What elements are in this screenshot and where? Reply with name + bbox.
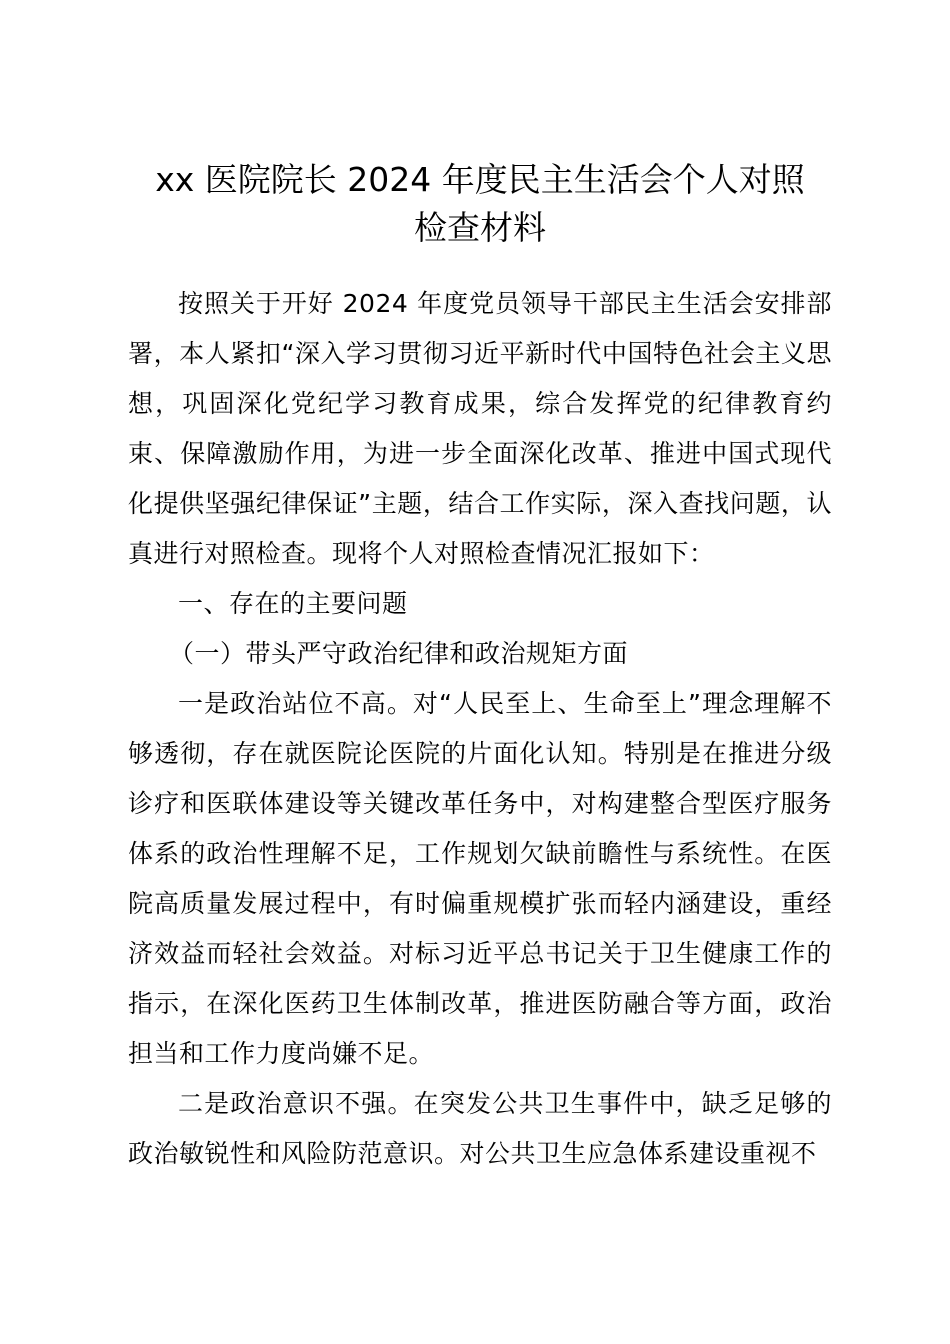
document-body xyxy=(128,279,832,1179)
section-heading-problems: 一、存在的主要问题 xyxy=(178,589,408,618)
document-title-line-2: 检查材料 xyxy=(414,208,546,247)
point-paragraph-2: 二是政治意识不强。在突发公共卫生事件中，缺乏足够的政治敏锐性和风险防范意识。对公共卫生应急体系建设重视不 xyxy=(128,1089,832,1168)
point-paragraph-1: 一是政治站位不高。对“人民至上、生命至上”理念理解不够透彻，存在就医院论医院的片面化认知。特别是在推进分级诊疗和医联体建设等关键改革任务中，对构建整合型医疗服务体系的政治性理解不足，工作规划欠缺前瞻性与系统性。在医院高质量发展过程中，有时偏重规模扩张而轻内涵建设，重经济效益而轻社会效益。对标习近平总书记关于卫生健康工作的指示，在深化医药卫生体制改革，推进医防融合等方面，政治担当和工作力度尚嫌不足。 xyxy=(128,689,832,1068)
document-title-line-1: xx 医院院长 2024 年度民主生活会个人对照 xyxy=(155,160,805,199)
intro-paragraph: 按照关于开好 2024 年度党员领导干部民主生活会安排部署，本人紧扣“深入学习贯彻习近平新时代中国特色社会主义思想，巩固深化党纪学习教育成果，综合发挥党的纪律教育约束、保障激励作用，为进一步全面深化改革、推进中国式现代化提供坚强纪律保证”主题，结合工作实际，深入查找问题，认真进行对照检查。现将个人对照检查情况汇报如下： xyxy=(128,289,832,568)
subsection-heading-political-discipline: （一）带头严守政治纪律和政治规矩方面 xyxy=(169,639,629,668)
